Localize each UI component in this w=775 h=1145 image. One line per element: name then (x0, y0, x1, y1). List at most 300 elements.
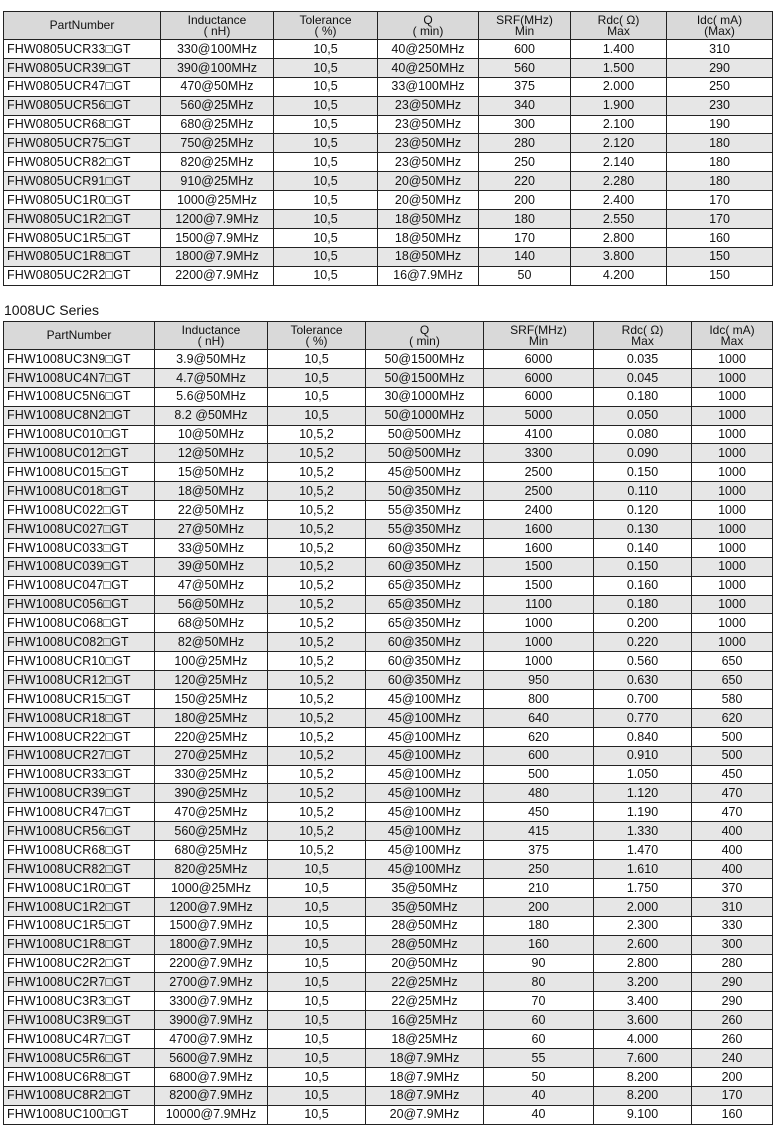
tolerance-cell: 10,5 (268, 1105, 366, 1124)
header-tolerance: Tolerance ( %) (274, 12, 378, 40)
q-cell: 60@350MHz (366, 652, 484, 671)
idc-cell: 310 (692, 897, 773, 916)
q-cell: 65@350MHz (366, 595, 484, 614)
q-cell: 40@250MHz (378, 40, 479, 59)
srf-cell: 220 (479, 172, 571, 191)
idc-cell: 650 (692, 652, 773, 671)
srf-cell: 600 (479, 40, 571, 59)
rdc-cell: 0.160 (594, 576, 692, 595)
q-cell: 60@350MHz (366, 538, 484, 557)
q-cell: 16@25MHz (366, 1011, 484, 1030)
idc-cell: 1000 (692, 406, 773, 425)
rdc-cell: 3.600 (594, 1011, 692, 1030)
q-cell: 18@7.9MHz (366, 1067, 484, 1086)
table-row (4, 266, 773, 285)
tolerance-cell: 10,5 (268, 992, 366, 1011)
part-number-cell: FHW1008UC015□GT (4, 463, 155, 482)
srf-cell: 1500 (484, 557, 594, 576)
rdc-cell: 3.400 (594, 992, 692, 1011)
table-row (4, 406, 773, 425)
table-row (4, 96, 773, 115)
inductance-cell: 470@25MHz (155, 803, 268, 822)
tolerance-cell: 10,5 (268, 1086, 366, 1105)
part-number-cell: FHW1008UC1R8□GT (4, 935, 155, 954)
q-cell: 23@50MHz (378, 134, 479, 153)
inductance-cell: 680@25MHz (161, 115, 274, 134)
inductance-cell: 1800@7.9MHz (155, 935, 268, 954)
rdc-cell: 2.800 (594, 954, 692, 973)
table-row (4, 520, 773, 539)
tolerance-cell: 10,5 (274, 172, 378, 191)
rdc-cell: 2.120 (571, 134, 667, 153)
srf-cell: 1600 (484, 538, 594, 557)
table-row (4, 954, 773, 973)
inductance-cell: 750@25MHz (161, 134, 274, 153)
tolerance-cell: 10,5 (268, 406, 366, 425)
inductance-cell: 5600@7.9MHz (155, 1048, 268, 1067)
idc-cell: 370 (692, 878, 773, 897)
part-number-cell: FHW1008UCR33□GT (4, 765, 155, 784)
srf-cell: 375 (479, 77, 571, 96)
table-row (4, 652, 773, 671)
table-row (4, 115, 773, 134)
rdc-cell: 4.000 (594, 1030, 692, 1049)
idc-cell: 170 (692, 1086, 773, 1105)
tolerance-cell: 10,5 (274, 96, 378, 115)
tolerance-cell: 10,5 (274, 228, 378, 247)
header-rdc: Rdc( Ω) Max (594, 322, 692, 350)
q-cell: 50@1000MHz (366, 406, 484, 425)
part-number-cell: FHW1008UC2R7□GT (4, 973, 155, 992)
part-number-cell: FHW1008UCR22□GT (4, 727, 155, 746)
part-number-cell: FHW1008UCR47□GT (4, 803, 155, 822)
part-number-cell: FHW1008UC6R8□GT (4, 1067, 155, 1086)
tolerance-cell: 10,5 (274, 40, 378, 59)
rdc-cell: 0.050 (594, 406, 692, 425)
tolerance-cell: 10,5,2 (268, 538, 366, 557)
table-row (4, 803, 773, 822)
table-row (4, 935, 773, 954)
table-row (4, 576, 773, 595)
table-row (4, 671, 773, 690)
table-row (4, 1086, 773, 1105)
part-number-cell: FHW0805UC2R2□GT (4, 266, 161, 285)
table-row (4, 387, 773, 406)
q-cell: 18@50MHz (378, 210, 479, 229)
part-number-cell: FHW0805UCR75□GT (4, 134, 161, 153)
part-number-cell: FHW1008UC3R9□GT (4, 1011, 155, 1030)
table-row (4, 784, 773, 803)
part-number-cell: FHW1008UCR27□GT (4, 746, 155, 765)
q-cell: 50@500MHz (366, 444, 484, 463)
idc-cell: 1000 (692, 463, 773, 482)
rdc-cell: 2.280 (571, 172, 667, 191)
srf-cell: 210 (484, 878, 594, 897)
series-1008-title: 1008UC Series (4, 302, 99, 318)
q-cell: 28@50MHz (366, 916, 484, 935)
idc-cell: 250 (667, 77, 773, 96)
idc-cell: 1000 (692, 614, 773, 633)
idc-cell: 200 (692, 1067, 773, 1086)
rdc-cell: 2.300 (594, 916, 692, 935)
inductance-cell: 1500@7.9MHz (161, 228, 274, 247)
rdc-cell: 0.130 (594, 520, 692, 539)
idc-cell: 290 (692, 992, 773, 1011)
q-cell: 50@1500MHz (366, 368, 484, 387)
idc-cell: 290 (667, 58, 773, 77)
tolerance-cell: 10,5 (268, 954, 366, 973)
rdc-cell: 0.140 (594, 538, 692, 557)
part-number-cell: FHW1008UC5N6□GT (4, 387, 155, 406)
q-cell: 50@350MHz (366, 482, 484, 501)
part-number-cell: FHW1008UC8N2□GT (4, 406, 155, 425)
part-number-cell: FHW0805UC1R2□GT (4, 210, 161, 229)
srf-cell: 50 (484, 1067, 594, 1086)
inductance-cell: 39@50MHz (155, 557, 268, 576)
inductance-cell: 18@50MHz (155, 482, 268, 501)
rdc-cell: 0.200 (594, 614, 692, 633)
srf-cell: 60 (484, 1011, 594, 1030)
inductance-cell: 1000@25MHz (161, 191, 274, 210)
tolerance-cell: 10,5,2 (268, 746, 366, 765)
inductance-cell: 1200@7.9MHz (161, 210, 274, 229)
inductance-cell: 1200@7.9MHz (155, 897, 268, 916)
part-number-cell: FHW1008UC1R2□GT (4, 897, 155, 916)
tolerance-cell: 10,5 (274, 247, 378, 266)
table-row (4, 973, 773, 992)
tolerance-cell: 10,5 (274, 266, 378, 285)
part-number-cell: FHW0805UCR68□GT (4, 115, 161, 134)
idc-cell: 400 (692, 860, 773, 879)
tolerance-cell: 10,5,2 (268, 425, 366, 444)
idc-cell: 260 (692, 1011, 773, 1030)
table-row (4, 153, 773, 172)
q-cell: 18@50MHz (378, 247, 479, 266)
idc-cell: 1000 (692, 633, 773, 652)
inductance-cell: 100@25MHz (155, 652, 268, 671)
rdc-cell: 0.045 (594, 368, 692, 387)
tolerance-cell: 10,5 (268, 878, 366, 897)
header-idc: Idc( mA) Max (692, 322, 773, 350)
tolerance-cell: 10,5 (268, 916, 366, 935)
q-cell: 22@25MHz (366, 992, 484, 1011)
tolerance-cell: 10,5 (274, 153, 378, 172)
q-cell: 60@350MHz (366, 557, 484, 576)
rdc-cell: 0.035 (594, 350, 692, 369)
part-number-cell: FHW1008UC4R7□GT (4, 1030, 155, 1049)
srf-cell: 250 (479, 153, 571, 172)
table-row (4, 368, 773, 387)
srf-cell: 6000 (484, 387, 594, 406)
inductance-cell: 4700@7.9MHz (155, 1030, 268, 1049)
inductance-cell: 820@25MHz (161, 153, 274, 172)
srf-cell: 40 (484, 1086, 594, 1105)
idc-cell: 470 (692, 803, 773, 822)
table-row (4, 633, 773, 652)
table-row (4, 690, 773, 709)
table-row (4, 501, 773, 520)
table-row (4, 916, 773, 935)
part-number-cell: FHW1008UC1R5□GT (4, 916, 155, 935)
srf-cell: 1000 (484, 614, 594, 633)
tolerance-cell: 10,5 (274, 115, 378, 134)
srf-cell: 4100 (484, 425, 594, 444)
header-inductance: Inductance ( nH) (161, 12, 274, 40)
tolerance-cell: 10,5,2 (268, 595, 366, 614)
q-cell: 22@25MHz (366, 973, 484, 992)
part-number-cell: FHW1008UC1R0□GT (4, 878, 155, 897)
part-number-cell: FHW1008UC033□GT (4, 538, 155, 557)
idc-cell: 1000 (692, 576, 773, 595)
inductance-cell: 910@25MHz (161, 172, 274, 191)
idc-cell: 180 (667, 134, 773, 153)
inductance-cell: 33@50MHz (155, 538, 268, 557)
part-number-cell: FHW1008UC2R2□GT (4, 954, 155, 973)
inductance-cell: 150@25MHz (155, 690, 268, 709)
tolerance-cell: 10,5,2 (268, 482, 366, 501)
srf-cell: 40 (484, 1105, 594, 1124)
rdc-cell: 2.550 (571, 210, 667, 229)
part-number-cell: FHW0805UCR82□GT (4, 153, 161, 172)
q-cell: 60@350MHz (366, 671, 484, 690)
srf-cell: 200 (479, 191, 571, 210)
q-cell: 45@100MHz (366, 803, 484, 822)
tolerance-cell: 10,5 (268, 1048, 366, 1067)
inductance-cell: 8200@7.9MHz (155, 1086, 268, 1105)
part-number-cell: FHW1008UC056□GT (4, 595, 155, 614)
rdc-cell: 1.190 (594, 803, 692, 822)
table-row (4, 1030, 773, 1049)
rdc-cell: 1.330 (594, 822, 692, 841)
srf-cell: 800 (484, 690, 594, 709)
part-number-cell: FHW1008UCR56□GT (4, 822, 155, 841)
table-row (4, 727, 773, 746)
rdc-cell: 0.120 (594, 501, 692, 520)
header-srf: SRF(MHz) Min (479, 12, 571, 40)
rdc-cell: 3.800 (571, 247, 667, 266)
tolerance-cell: 10,5 (268, 1030, 366, 1049)
tolerance-cell: 10,5,2 (268, 444, 366, 463)
table-row (4, 172, 773, 191)
q-cell: 50@1500MHz (366, 350, 484, 369)
rdc-cell: 0.840 (594, 727, 692, 746)
inductance-cell: 6800@7.9MHz (155, 1067, 268, 1086)
srf-cell: 180 (479, 210, 571, 229)
q-cell: 45@500MHz (366, 463, 484, 482)
srf-cell: 500 (484, 765, 594, 784)
rdc-cell: 9.100 (594, 1105, 692, 1124)
srf-cell: 90 (484, 954, 594, 973)
part-number-cell: FHW0805UCR56□GT (4, 96, 161, 115)
idc-cell: 1000 (692, 444, 773, 463)
inductance-cell: 10000@7.9MHz (155, 1105, 268, 1124)
table-row (4, 708, 773, 727)
inductance-cell: 4.7@50MHz (155, 368, 268, 387)
table-row (4, 538, 773, 557)
table-row (4, 210, 773, 229)
tolerance-cell: 10,5,2 (268, 822, 366, 841)
part-number-cell: FHW1008UCR18□GT (4, 708, 155, 727)
rdc-cell: 2.000 (571, 77, 667, 96)
idc-cell: 170 (667, 191, 773, 210)
srf-cell: 1500 (484, 576, 594, 595)
q-cell: 45@100MHz (366, 765, 484, 784)
table-row (4, 58, 773, 77)
rdc-cell: 0.560 (594, 652, 692, 671)
rdc-cell: 0.180 (594, 387, 692, 406)
header-srf: SRF(MHz) Min (484, 322, 594, 350)
table-row (4, 557, 773, 576)
inductance-cell: 3300@7.9MHz (155, 992, 268, 1011)
part-number-cell: FHW1008UC082□GT (4, 633, 155, 652)
srf-cell: 70 (484, 992, 594, 1011)
inductance-cell: 5.6@50MHz (155, 387, 268, 406)
idc-cell: 300 (692, 935, 773, 954)
rdc-cell: 1.750 (594, 878, 692, 897)
rdc-cell: 0.150 (594, 557, 692, 576)
idc-cell: 160 (692, 1105, 773, 1124)
q-cell: 45@100MHz (366, 784, 484, 803)
idc-cell: 1000 (692, 538, 773, 557)
srf-cell: 340 (479, 96, 571, 115)
table-row (4, 595, 773, 614)
tolerance-cell: 10,5 (274, 134, 378, 153)
inductance-cell: 10@50MHz (155, 425, 268, 444)
part-number-cell: FHW1008UC039□GT (4, 557, 155, 576)
rdc-cell: 2.800 (571, 228, 667, 247)
inductance-cell: 390@25MHz (155, 784, 268, 803)
srf-cell: 170 (479, 228, 571, 247)
srf-cell: 640 (484, 708, 594, 727)
rdc-cell: 1.900 (571, 96, 667, 115)
q-cell: 45@100MHz (366, 727, 484, 746)
srf-cell: 160 (484, 935, 594, 954)
srf-cell: 80 (484, 973, 594, 992)
srf-cell: 2500 (484, 463, 594, 482)
srf-cell: 1000 (484, 652, 594, 671)
rdc-cell: 0.150 (594, 463, 692, 482)
srf-cell: 620 (484, 727, 594, 746)
part-number-cell: FHW1008UC5R6□GT (4, 1048, 155, 1067)
part-number-cell: FHW1008UC4N7□GT (4, 368, 155, 387)
idc-cell: 310 (667, 40, 773, 59)
idc-cell: 290 (692, 973, 773, 992)
inductance-cell: 27@50MHz (155, 520, 268, 539)
rdc-cell: 0.220 (594, 633, 692, 652)
table-row (4, 134, 773, 153)
table-row (4, 247, 773, 266)
srf-cell: 140 (479, 247, 571, 266)
tolerance-cell: 10,5 (268, 1011, 366, 1030)
inductance-cell: 120@25MHz (155, 671, 268, 690)
rdc-cell: 7.600 (594, 1048, 692, 1067)
inductance-cell: 390@100MHz (161, 58, 274, 77)
inductance-cell: 180@25MHz (155, 708, 268, 727)
tolerance-cell: 10,5,2 (268, 765, 366, 784)
idc-cell: 1000 (692, 520, 773, 539)
tolerance-cell: 10,5,2 (268, 520, 366, 539)
idc-cell: 150 (667, 266, 773, 285)
tolerance-cell: 10,5,2 (268, 633, 366, 652)
table-row (4, 1048, 773, 1067)
idc-cell: 190 (667, 115, 773, 134)
header-q: Q ( min) (366, 322, 484, 350)
part-number-cell: FHW0805UCR91□GT (4, 172, 161, 191)
rdc-cell: 0.700 (594, 690, 692, 709)
tolerance-cell: 10,5,2 (268, 501, 366, 520)
part-number-cell: FHW0805UC1R0□GT (4, 191, 161, 210)
srf-cell: 6000 (484, 368, 594, 387)
inductance-cell: 15@50MHz (155, 463, 268, 482)
rdc-cell: 0.630 (594, 671, 692, 690)
part-number-cell: FHW1008UCR10□GT (4, 652, 155, 671)
idc-cell: 500 (692, 746, 773, 765)
q-cell: 33@100MHz (378, 77, 479, 96)
q-cell: 23@50MHz (378, 153, 479, 172)
q-cell: 20@50MHz (378, 172, 479, 191)
srf-cell: 1600 (484, 520, 594, 539)
table-row (4, 992, 773, 1011)
srf-cell: 5000 (484, 406, 594, 425)
srf-cell: 180 (484, 916, 594, 935)
q-cell: 45@100MHz (366, 708, 484, 727)
inductance-cell: 82@50MHz (155, 633, 268, 652)
srf-cell: 60 (484, 1030, 594, 1049)
table-header-row (4, 12, 773, 40)
tolerance-cell: 10,5 (268, 935, 366, 954)
idc-cell: 470 (692, 784, 773, 803)
q-cell: 28@50MHz (366, 935, 484, 954)
part-number-cell: FHW1008UCR15□GT (4, 690, 155, 709)
table-row (4, 841, 773, 860)
tolerance-cell: 10,5,2 (268, 784, 366, 803)
table-row (4, 1011, 773, 1030)
tolerance-cell: 10,5 (268, 1067, 366, 1086)
tolerance-cell: 10,5,2 (268, 652, 366, 671)
srf-cell: 1000 (484, 633, 594, 652)
part-number-cell: FHW1008UC022□GT (4, 501, 155, 520)
part-number-cell: FHW1008UC3R3□GT (4, 992, 155, 1011)
rdc-cell: 1.500 (571, 58, 667, 77)
idc-cell: 400 (692, 822, 773, 841)
q-cell: 18@7.9MHz (366, 1048, 484, 1067)
idc-cell: 170 (667, 210, 773, 229)
rdc-cell: 1.050 (594, 765, 692, 784)
idc-cell: 650 (692, 671, 773, 690)
idc-cell: 230 (667, 96, 773, 115)
srf-cell: 50 (479, 266, 571, 285)
tolerance-cell: 10,5 (274, 58, 378, 77)
srf-cell: 2500 (484, 482, 594, 501)
q-cell: 20@50MHz (366, 954, 484, 973)
idc-cell: 240 (692, 1048, 773, 1067)
table-row (4, 822, 773, 841)
inductance-cell: 3900@7.9MHz (155, 1011, 268, 1030)
rdc-cell: 2.400 (571, 191, 667, 210)
header-q: Q ( min) (378, 12, 479, 40)
part-number-cell: FHW1008UCR39□GT (4, 784, 155, 803)
header-part-number: PartNumber (4, 322, 155, 350)
q-cell: 55@350MHz (366, 520, 484, 539)
idc-cell: 500 (692, 727, 773, 746)
idc-cell: 180 (667, 172, 773, 191)
q-cell: 35@50MHz (366, 878, 484, 897)
series-0805-table (3, 11, 773, 286)
q-cell: 45@100MHz (366, 746, 484, 765)
q-cell: 45@100MHz (366, 860, 484, 879)
inductance-cell: 47@50MHz (155, 576, 268, 595)
srf-cell: 200 (484, 897, 594, 916)
